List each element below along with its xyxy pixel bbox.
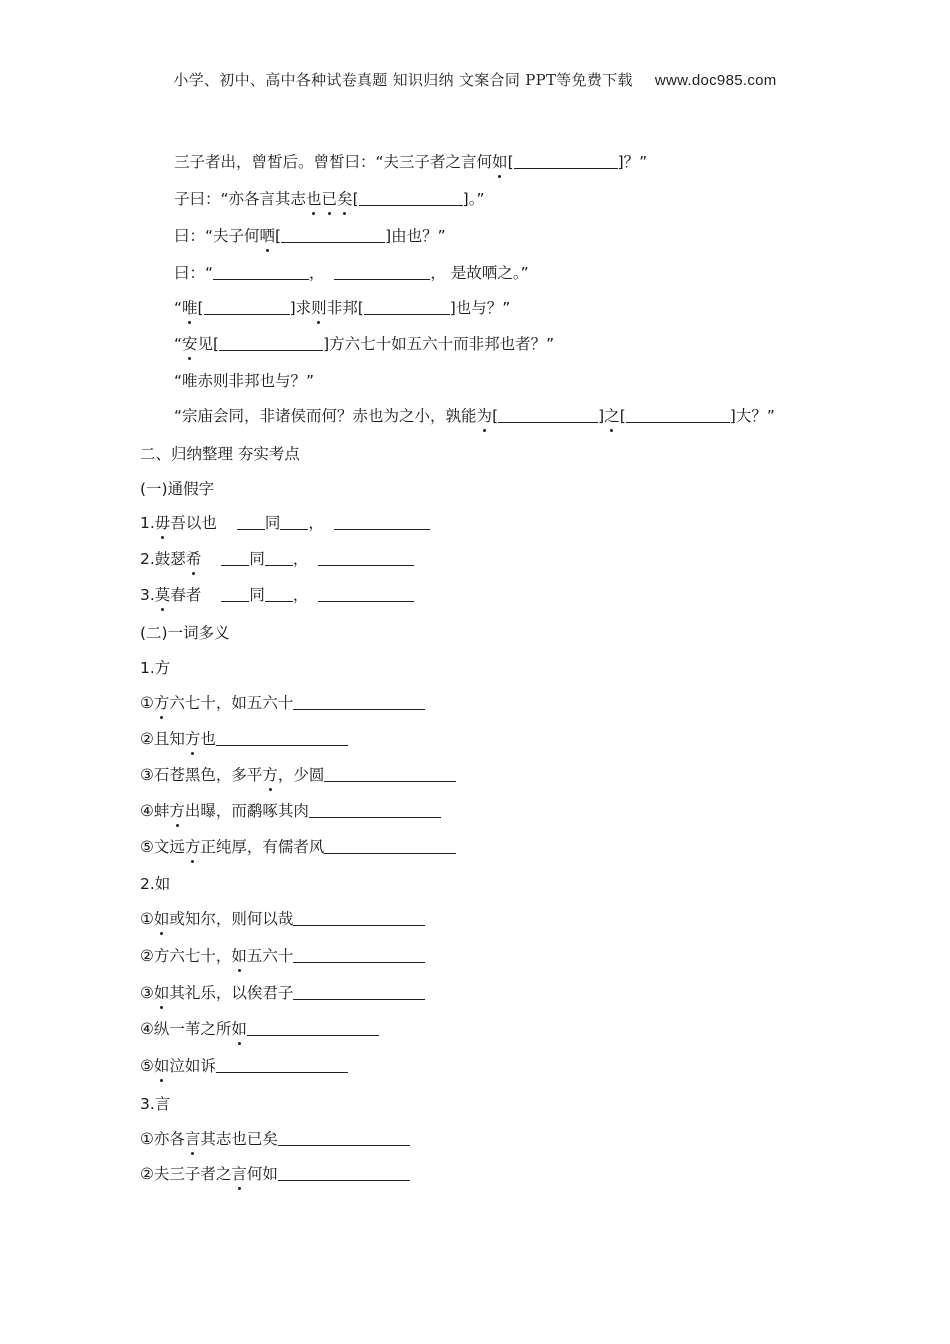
passage-line-1 [174,151,647,173]
fang-item-3 [140,764,456,786]
fang-item-2 [140,728,348,750]
text: 五六十 [246,947,294,965]
answer-blank[interactable] [216,729,348,746]
text: 六七十，如五六十 [169,694,294,712]
answer-blank[interactable] [280,513,308,530]
text: ④蚌 [140,802,170,820]
ru-item-5 [140,1055,348,1077]
answer-blank[interactable] [221,549,249,566]
group-title-ru: 2.如 [140,875,171,893]
text: ②且知 [140,730,185,748]
text: [ [275,227,282,245]
dotted-char: 为 [476,407,493,425]
passage-line-4 [174,262,529,284]
text: 见[ [197,335,220,353]
dotted-char: 方 [184,838,201,856]
answer-blank[interactable] [213,263,309,280]
answer-blank[interactable] [514,152,618,169]
text: 非邦[ [326,299,364,317]
dotted-char: 则 [311,299,327,317]
text: “ [174,335,183,353]
fang-item-1 [140,692,425,714]
answer-blank[interactable] [364,298,450,315]
text: 曰：“ [174,264,214,282]
text: 同 [249,550,265,568]
text: 3. [140,586,155,604]
answer-blank[interactable] [334,513,430,530]
group-title-fang: 1.方 [140,659,171,677]
text: 鼓瑟 [154,550,186,568]
text: 何如 [246,1165,278,1183]
answer-blank[interactable] [324,765,456,782]
page-header [0,69,950,90]
answer-blank[interactable] [498,406,598,423]
dotted-char: 如 [231,1020,247,1038]
text: ]方六七十如五六十而非邦也者？” [323,335,555,353]
answer-blank[interactable] [216,1056,348,1073]
dotted-char: 方 [153,694,170,712]
answer-blank[interactable] [359,189,463,206]
dotted-char: 希 [185,550,202,568]
text: “唯赤则非邦也与？” [174,372,315,390]
section-title: 二、归纳整理 夯实考点 [140,445,300,463]
text: ]。” [462,190,485,208]
text: ④纵一苇之所 [140,1020,232,1038]
text: ① [140,910,154,928]
passage-line-7 [174,370,314,392]
answer-blank[interactable] [247,1019,379,1036]
ru-item-2 [140,945,425,967]
answer-blank[interactable] [318,585,414,602]
text: 泣如诉 [169,1057,216,1075]
dotted-char: 言 [184,1130,201,1148]
text: 子曰：“亦各言其志 [174,190,307,208]
dotted-char: 安 [182,335,198,353]
text: [ [619,407,626,425]
tongjia-item-1 [140,512,430,534]
answer-blank[interactable] [293,909,425,926]
text: ①亦各 [140,1130,185,1148]
text: 同 [249,586,265,604]
text: ① [140,694,154,712]
text: 出曝，而鹬啄其肉 [184,802,309,820]
yan-item-1 [140,1128,410,1150]
text: 2. [140,550,155,568]
answer-blank[interactable] [221,585,249,602]
answer-blank[interactable] [265,549,293,566]
fang-item-5 [140,836,456,858]
text: 1. [140,514,155,532]
answer-blank[interactable] [293,983,425,1000]
dotted-char: 已 [321,190,338,208]
answer-blank[interactable] [219,334,323,351]
answer-blank[interactable] [237,513,265,530]
text: ， 是故哂之。” [430,264,529,282]
text: 或知尔，则何以哉 [169,910,294,928]
passage-line-5 [174,297,510,319]
answer-blank[interactable] [318,549,414,566]
answer-blank[interactable] [626,406,730,423]
text: ，少圆 [277,766,325,784]
text: ]？” [617,153,648,171]
passage-line-2 [174,188,484,210]
dotted-char: 如 [492,153,508,171]
passage-line-6 [174,333,554,355]
tongjia-item-3 [140,584,414,606]
text: ， [292,586,309,604]
answer-blank[interactable] [278,1164,410,1181]
text: ]求 [289,299,312,317]
text: ， [292,550,309,568]
text: “ [174,299,183,317]
tongjia-item-2 [140,548,414,570]
text: ③ [140,984,154,1002]
passage-line-3 [174,225,446,247]
text: 其志也已矣 [200,1130,278,1148]
dotted-char: 哂 [259,227,276,245]
text: ②夫三子者之 [140,1165,232,1183]
ru-item-1 [140,908,425,930]
dotted-char: 之 [604,407,620,425]
text: ， [308,514,324,532]
text: 三子者出，曾皙后。曾皙曰：“夫三子者之言何 [174,153,493,171]
answer-blank[interactable] [293,946,425,963]
text: ⑤文远 [140,838,185,856]
text: ⑤ [140,1057,154,1075]
dotted-char: 毋 [154,514,171,532]
subsection-tongjia: (一)通假字 [140,480,215,498]
dotted-char: 矣 [337,190,353,208]
text: 吾以也 [170,514,217,532]
dotted-char: 如 [153,910,170,928]
text: [ [492,407,499,425]
answer-blank[interactable] [265,585,293,602]
header-title: 小学、初中、高中各种试卷真题 知识归纳 文案合同 PPT等免费下载 [173,71,633,89]
text: ， [309,264,325,282]
answer-blank[interactable] [309,801,441,818]
answer-blank[interactable] [334,263,430,280]
text: 正纯厚，有儒者风 [200,838,325,856]
dotted-char: 方 [184,730,201,748]
text: [ [507,153,514,171]
answer-blank[interactable] [278,1129,410,1146]
text: ]也与？” [449,299,511,317]
group-title-yan: 3.言 [140,1095,171,1113]
dotted-char: 方 [262,766,278,784]
text: 其礼乐，以俟君子 [169,984,294,1002]
header-url: www.doc985.com [654,72,777,89]
fang-item-4 [140,800,441,822]
dotted-char: 莫 [154,586,171,604]
text: ③石苍黑色，多平 [140,766,263,784]
text: ]大？” [729,407,775,425]
dotted-char: 方 [169,802,185,820]
text: 春者 [170,586,202,604]
text: [ [197,299,204,317]
text: [ [352,190,359,208]
dotted-char: 如 [153,984,170,1002]
answer-blank[interactable] [281,226,385,243]
answer-blank[interactable] [324,837,456,854]
dotted-char: 如 [231,947,247,965]
text: 曰：“夫子何 [174,227,260,245]
text: “宗庙会同，非诸侯而何？赤也为之小，孰能 [174,407,477,425]
ru-item-4 [140,1018,379,1040]
text: 同 [264,514,281,532]
text: 也 [200,730,216,748]
dotted-char: 唯 [182,299,198,317]
yan-item-2 [140,1163,410,1185]
answer-blank[interactable] [293,693,425,710]
text: ]由也？” [385,227,446,245]
ru-item-3 [140,982,425,1004]
text: ②方六七十， [140,947,232,965]
dotted-char: 也 [306,190,322,208]
dotted-char: 言 [231,1165,247,1183]
dotted-char: 如 [153,1057,170,1075]
subsection-yiciduoyi: (二)一词多义 [140,624,230,642]
answer-blank[interactable] [204,298,290,315]
passage-line-8 [174,405,775,427]
text: ] [598,407,605,425]
